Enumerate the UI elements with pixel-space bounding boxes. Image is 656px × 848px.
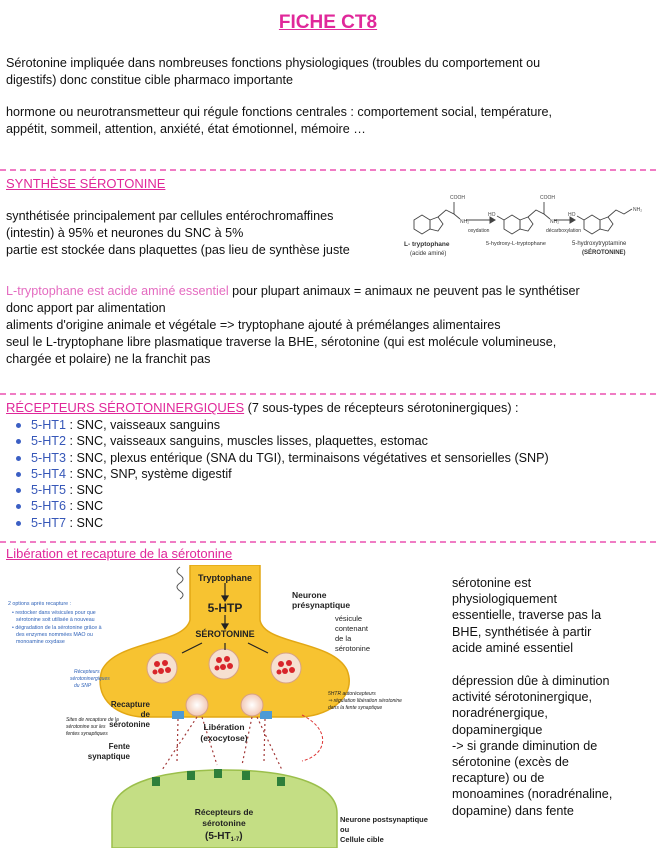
text-line: hormone ou neurotransmetteur qui régule fonctions centrales : comportement social, température, <box>6 105 553 119</box>
svg-text:COOH: COOH <box>540 195 555 201</box>
intro-paragraph-2 <box>6 104 552 138</box>
svg-text:sérotonine: sérotonine <box>335 644 371 653</box>
step-decarboxylation: décarboxylation <box>546 228 582 234</box>
svg-text:présynaptique: présynaptique <box>292 600 351 610</box>
text-line: -> si grande diminution de <box>452 738 598 753</box>
serotonin-name: 5-hydroxytryptamine <box>572 241 627 247</box>
svg-text:5HTR autorécepteurs: 5HTR autorécepteurs <box>328 691 376 697</box>
list-item: 5-HT2 : SNC, vaisseaux sanguins, muscles lisses, plaquettes, estomac <box>14 433 549 449</box>
text-line: activité sérotoninergique, <box>452 690 593 705</box>
svg-text:monoamine oxydase: monoamine oxydase <box>16 639 65 645</box>
page-title: FICHE CT8 <box>278 12 378 33</box>
text-line: physiologiquement <box>452 592 558 607</box>
list-item: 5-HT3 : SNC, plexus entérique (SNA du TGI), terminaisons végétatives et sensorielles (SNP) <box>14 450 549 466</box>
intro-paragraph-1 <box>6 55 540 89</box>
receptor-list <box>14 417 549 531</box>
side-note-1 <box>452 575 652 656</box>
text-line: donc apport par alimentation <box>6 301 166 315</box>
svg-text:⇒ régulation libération séroto: ⇒ régulation libération sérotonine <box>328 698 402 704</box>
svg-text:Sites de recapture de la: Sites de recapture de la <box>66 717 119 723</box>
label-recepteurs: Récepteurs de <box>194 807 254 817</box>
svg-text:HO: HO <box>488 212 496 218</box>
text-line: seul le L-tryptophane libre plasmatique traverse la BHE, sérotonine (qui est molécule volumineuse, <box>6 335 557 349</box>
highlight-essential-amino-acid: L-tryptophane est acide aminé essentiel <box>6 284 229 298</box>
synthese-paragraph-1 <box>6 208 350 259</box>
section-heading-synthese: SYNTHÈSE SÉROTONINE <box>6 176 166 191</box>
label-recapture: Recapture <box>110 700 150 709</box>
text-line: sérotonine (excès de <box>452 755 569 770</box>
svg-text:Récepteurs: Récepteurs <box>74 669 100 675</box>
side-note-2 <box>452 673 652 819</box>
list-item: 5-HT6 : SNC <box>14 498 549 514</box>
svg-text:(5-HT1-7): $(5-HT_{1-7})$ <box>205 831 243 843</box>
text-line: aliments d'origine animale et végétale => tryptophane ajouté à prémélanges alimentaires <box>6 318 501 332</box>
label-serotonine: SÉROTONINE <box>195 629 255 639</box>
svg-text:NH₂: NH₂ <box>633 207 643 213</box>
text-line: L-tryptophane est acide aminé essentiel pour plupart animaux = animaux ne peuvent pas le synthétiser <box>6 284 580 298</box>
section-divider <box>0 169 656 171</box>
transporter-icon <box>172 711 184 719</box>
svg-text:synaptique: synaptique <box>87 752 130 761</box>
trp-name: L- tryptophane <box>404 241 450 248</box>
svg-text:du SNP: du SNP <box>74 683 92 689</box>
label-tryptophane: Tryptophane <box>197 573 253 583</box>
squiggle-icon <box>177 567 183 599</box>
svg-text:NH₂: NH₂ <box>460 219 470 225</box>
svg-text:NH₂: NH₂ <box>550 219 560 225</box>
htp-name: 5-hydroxy-L-tryptophane <box>486 241 546 247</box>
text-line: appétit, sommeil, attention, anxiété, état émotionnel, mémoire … <box>6 122 366 136</box>
transporter-icon <box>260 711 272 719</box>
svg-text:sérotonine soit utilisée à nou: sérotonine soit utilisée à nouveau <box>16 617 95 623</box>
svg-text:sérotonine: sérotonine <box>109 720 150 729</box>
serotonin-sub: (SÉROTONINE) <box>582 250 626 256</box>
svg-text:sérotoninergiques: sérotoninergiques <box>70 676 110 682</box>
svg-text:Cellule cible: Cellule cible <box>340 835 384 844</box>
section-divider <box>0 393 656 395</box>
text-line: BHE, synthétisée à partir <box>452 624 592 639</box>
trp-sub: (acide aminé) <box>410 251 447 257</box>
svg-text:dans la fente synaptique: dans la fente synaptique <box>328 705 383 711</box>
svg-text:contenant: contenant <box>335 624 368 633</box>
text-line: dopamine) dans fente <box>452 803 574 818</box>
list-item: 5-HT5 : SNC <box>14 482 549 498</box>
list-item: 5-HT4 : SNC, SNP, système digestif <box>14 466 549 482</box>
text-line: acide aminé essentiel <box>452 640 574 655</box>
svg-text:de la: de la <box>335 634 352 643</box>
text-line: chargée et polaire) ne la franchit pas <box>6 352 211 366</box>
svg-text:des enzymes nommées MAO ou: des enzymes nommées MAO ou <box>16 632 93 638</box>
svg-text:• dégradation de la sérotonine: • dégradation de la sérotonine grâce à <box>12 625 102 631</box>
text-line: noradrénergique, <box>452 706 548 721</box>
svg-text:COOH: COOH <box>450 195 465 201</box>
svg-text:• restocker dans vésicules pou: • restocker dans vésicules pour que <box>12 610 96 616</box>
text-line: dopaminergique <box>452 722 543 737</box>
text-line: essentielle, traverse pas la <box>452 608 602 623</box>
svg-text:ou: ou <box>340 825 350 834</box>
svg-text:2 options après recapture :: 2 options après recapture : <box>8 601 72 607</box>
synthesis-scheme <box>400 188 652 263</box>
section-divider <box>0 541 656 543</box>
svg-text:sérotonine sur les: sérotonine sur les <box>66 724 106 730</box>
svg-text:fentes synaptiques: fentes synaptiques <box>66 731 108 737</box>
text-line: digestifs) donc constitue cible pharmaco importante <box>6 73 294 87</box>
synapse-figure <box>2 565 442 848</box>
label-neurone-pre: Neurone <box>292 590 327 600</box>
label-vesicule: vésicule <box>335 614 363 623</box>
text-line: sérotonine est <box>452 576 532 590</box>
label-serotonine-2: sérotonine <box>202 818 246 828</box>
section-heading-liberation: Libération et recapture de la sérotonine <box>6 546 233 561</box>
text-line: dépression dûe à diminution <box>452 674 610 688</box>
text-line: Sérotonine impliquée dans nombreuses fonctions physiologiques (troubles du comportement ou <box>6 56 541 70</box>
text-line: synthétisée principalement par cellules entérochromaffines <box>6 209 334 223</box>
svg-text:de: de <box>140 710 150 719</box>
step-oxydation: oxydation <box>468 228 490 234</box>
text-line: monoamines (noradrénaline, <box>452 787 613 802</box>
svg-text:HO: HO <box>568 212 576 218</box>
note-recapture-options <box>8 601 102 645</box>
list-item: 5-HT7 : SNC <box>14 515 549 531</box>
label-5htp: 5-HTP <box>207 601 243 615</box>
text-line: partie est stockée dans plaquettes (pas lieu de synthèse juste <box>6 243 350 257</box>
synthese-paragraph-2 <box>6 283 580 368</box>
label-exocytose: (exocytose) <box>200 733 248 743</box>
section-heading-recepteurs: RÉCEPTEURS SÉROTONINERGIQUES (7 sous-types de récepteurs sérotoninergiques) : <box>6 400 519 415</box>
label-neurone-post: Neurone postsynaptique <box>340 815 428 824</box>
label-fente: Fente <box>108 742 130 751</box>
label-liberation: Libération <box>203 722 245 732</box>
list-item: 5-HT1 : SNC, vaisseaux sanguins <box>14 417 549 433</box>
text-line: recapture) ou de <box>452 771 545 786</box>
text-line: (intestin) à 95% et neurones du SNC à 5% <box>6 226 244 240</box>
